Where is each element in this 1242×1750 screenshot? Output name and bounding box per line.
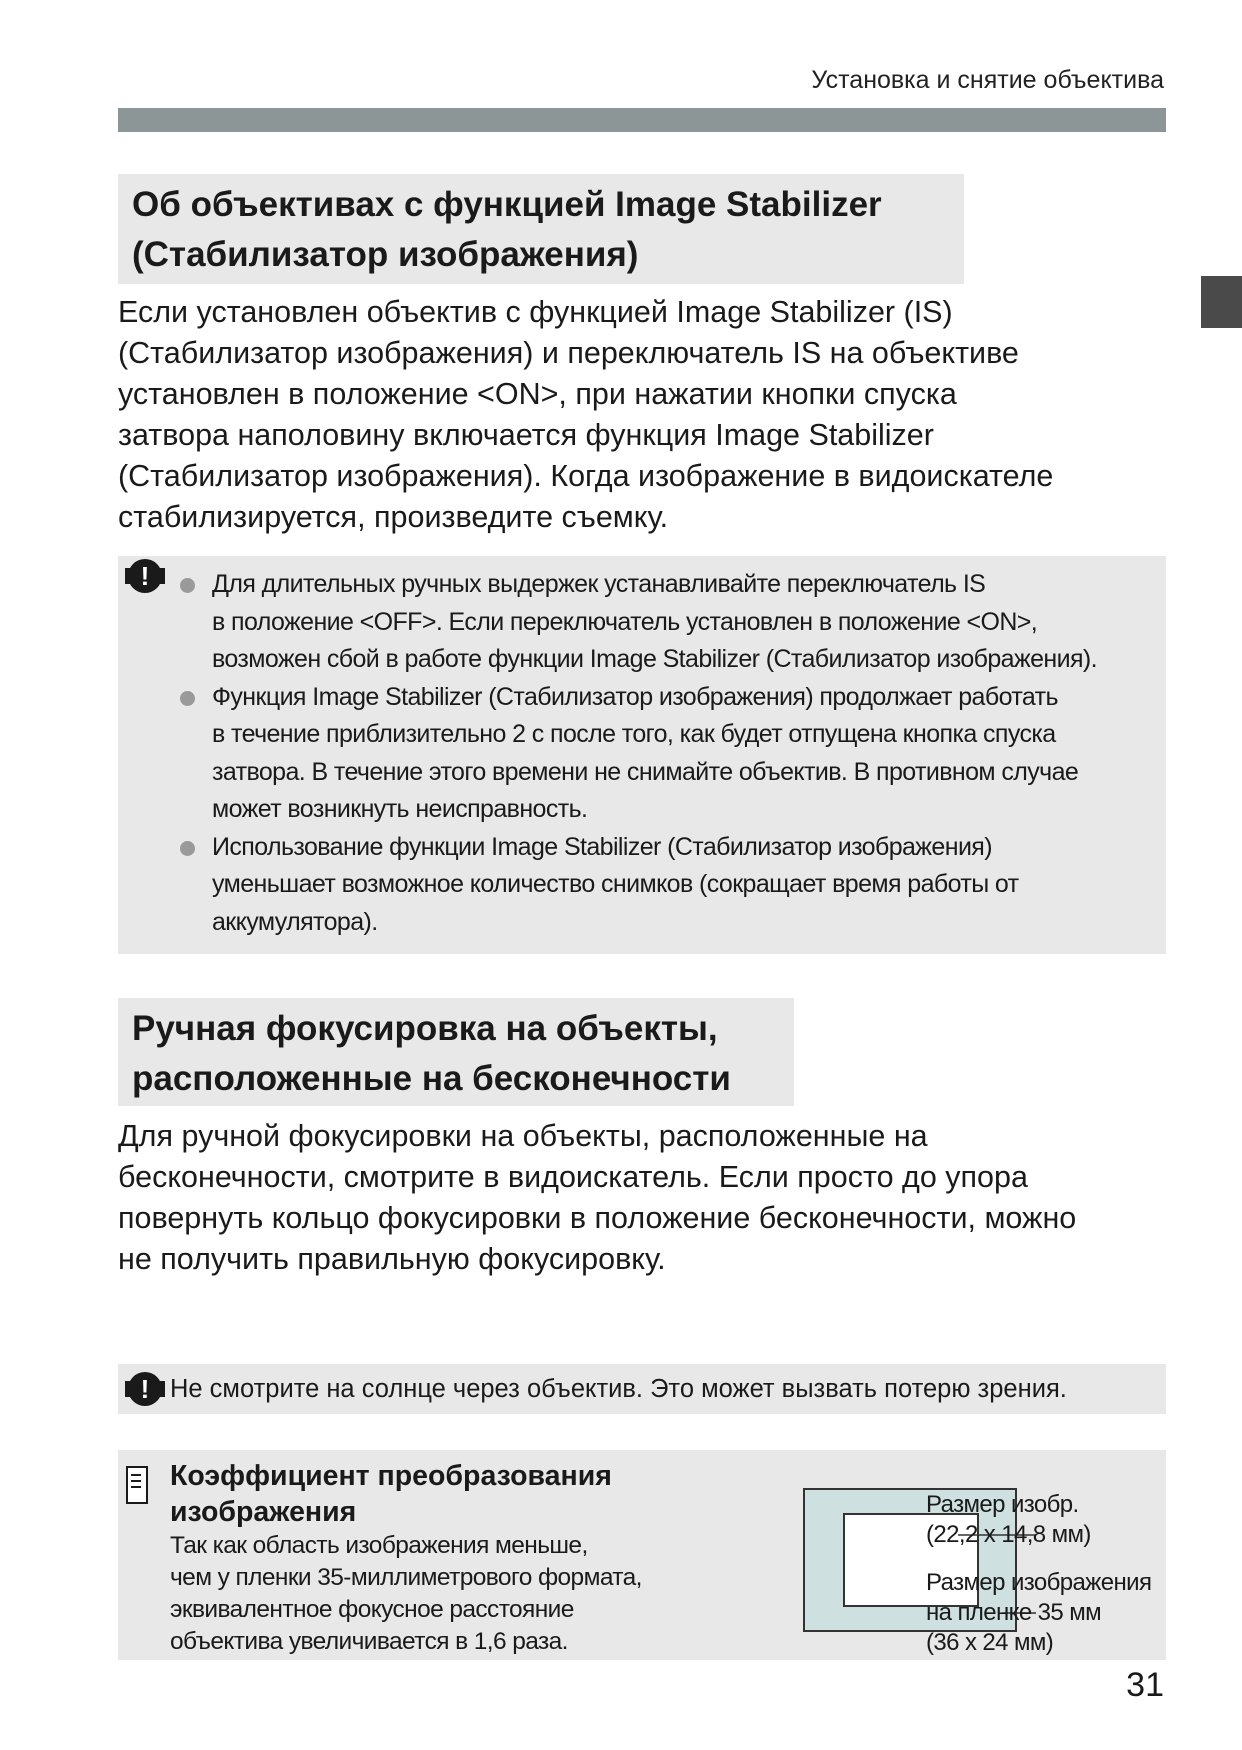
page-number: 31 (1126, 1666, 1164, 1704)
chapter-tab (1201, 276, 1242, 328)
section-heading-image-stabilizer (118, 174, 964, 284)
section-body-manual-focus (118, 1116, 1178, 1280)
caution-icon: ! (128, 559, 162, 593)
label-line: (22,2 x 14,8 мм) (926, 1521, 1091, 1548)
note-line: эквивалентное фокусное расстояние (170, 1596, 574, 1623)
body-line: Для ручной фокусировки на объекты, расположенные на (118, 1119, 928, 1153)
header-bar (118, 108, 1166, 132)
note-line: чем у пленки 35-миллиметрового формата, (170, 1564, 642, 1591)
section-heading-manual-focus (118, 998, 794, 1106)
bullet-line: в течение приблизительно 2 с после того, как будет отпущена кнопка спуска (212, 720, 1056, 748)
bullet-line: возможен сбой в работе функции Image Stabilizer (Стабилизатор изображения). (212, 645, 1097, 673)
note-text (170, 1530, 642, 1658)
caution-bullet (118, 679, 1166, 829)
bullet-line: уменьшает возможное количество снимков (сокращает время работы от (212, 870, 1019, 898)
body-line: стабилизируется, произведите съемку. (118, 500, 669, 534)
film-size-label (926, 1568, 1151, 1658)
body-line: (Стабилизатор изображения). Когда изображение в видоискателе (118, 459, 1054, 493)
bullet-line: Функция Image Stabilizer (Стабилизатор изображения) продолжает работать (212, 682, 1058, 711)
body-line: (Стабилизатор изображения) и переключатель IS на объективе (118, 336, 1019, 370)
running-header: Установка и снятие объектива (811, 66, 1164, 94)
caution-bullet-list (118, 566, 1166, 941)
bullet-line: может возникнуть неисправность. (212, 795, 588, 823)
body-line: Если установлен объектив с функцией Image Stabilizer (IS) (118, 295, 953, 329)
body-line: установлен в положение <ON>, при нажатии кнопки спуска (118, 377, 957, 411)
caution-bullet (118, 829, 1166, 942)
note-line: объектива увеличивается в 1,6 раза. (170, 1628, 568, 1655)
caution-icon: ! (128, 1372, 162, 1406)
bullet-line: аккумулятора). (212, 907, 378, 936)
bullet-dot-icon (180, 841, 195, 856)
body-line: затвора наполовину включается функция Image Stabilizer (118, 418, 934, 452)
caution-bullet (118, 566, 1166, 679)
note-box (118, 1450, 1166, 1660)
bullet-dot-icon (180, 691, 195, 706)
sensor-size-label (926, 1490, 1091, 1550)
bullet-line: Использование функции Image Stabilizer (Стабилизатор изображения) (212, 832, 992, 861)
heading-line: Об объективах с функцией Image Stabilizer (132, 185, 882, 224)
label-line: Размер изображения (926, 1569, 1152, 1596)
caution-box (118, 556, 1166, 954)
body-line: бесконечности, смотрите в видоискатель. Если просто до упора (118, 1160, 1028, 1194)
warning-text: Не смотрите на солнце через объектив. Это может вызвать потерю зрения. (170, 1375, 1067, 1403)
label-line: (36 x 24 мм) (926, 1629, 1054, 1656)
note-title-line: изображения (170, 1496, 357, 1528)
note-title (170, 1458, 612, 1530)
label-line: Размер изобр. (926, 1491, 1079, 1518)
heading-line: Ручная фокусировка на объекты, (132, 1009, 718, 1048)
memo-icon (126, 1466, 148, 1504)
heading-line: (Стабилизатор изображения) (132, 235, 639, 274)
body-line: повернуть кольцо фокусировки в положение бесконечности, можно (118, 1201, 1077, 1235)
bullet-dot-icon (180, 578, 195, 593)
label-line: на пленке 35 мм (926, 1599, 1102, 1626)
warning-box (118, 1364, 1166, 1414)
heading-line: расположенные на бесконечности (132, 1059, 731, 1098)
bullet-line: в положение <OFF>. Если переключатель установлен в положение <ON>, (212, 607, 1038, 636)
bullet-line: Для длительных ручных выдержек устанавливайте переключатель IS (212, 570, 986, 598)
body-line: не получить правильную фокусировку. (118, 1242, 666, 1276)
note-line: Так как область изображения меньше, (170, 1532, 588, 1559)
note-title-line: Коэффициент преобразования (170, 1460, 612, 1492)
bullet-line: затвора. В течение этого времени не снимайте объектив. В противном случае (212, 757, 1079, 786)
section-body-image-stabilizer (118, 292, 1178, 538)
